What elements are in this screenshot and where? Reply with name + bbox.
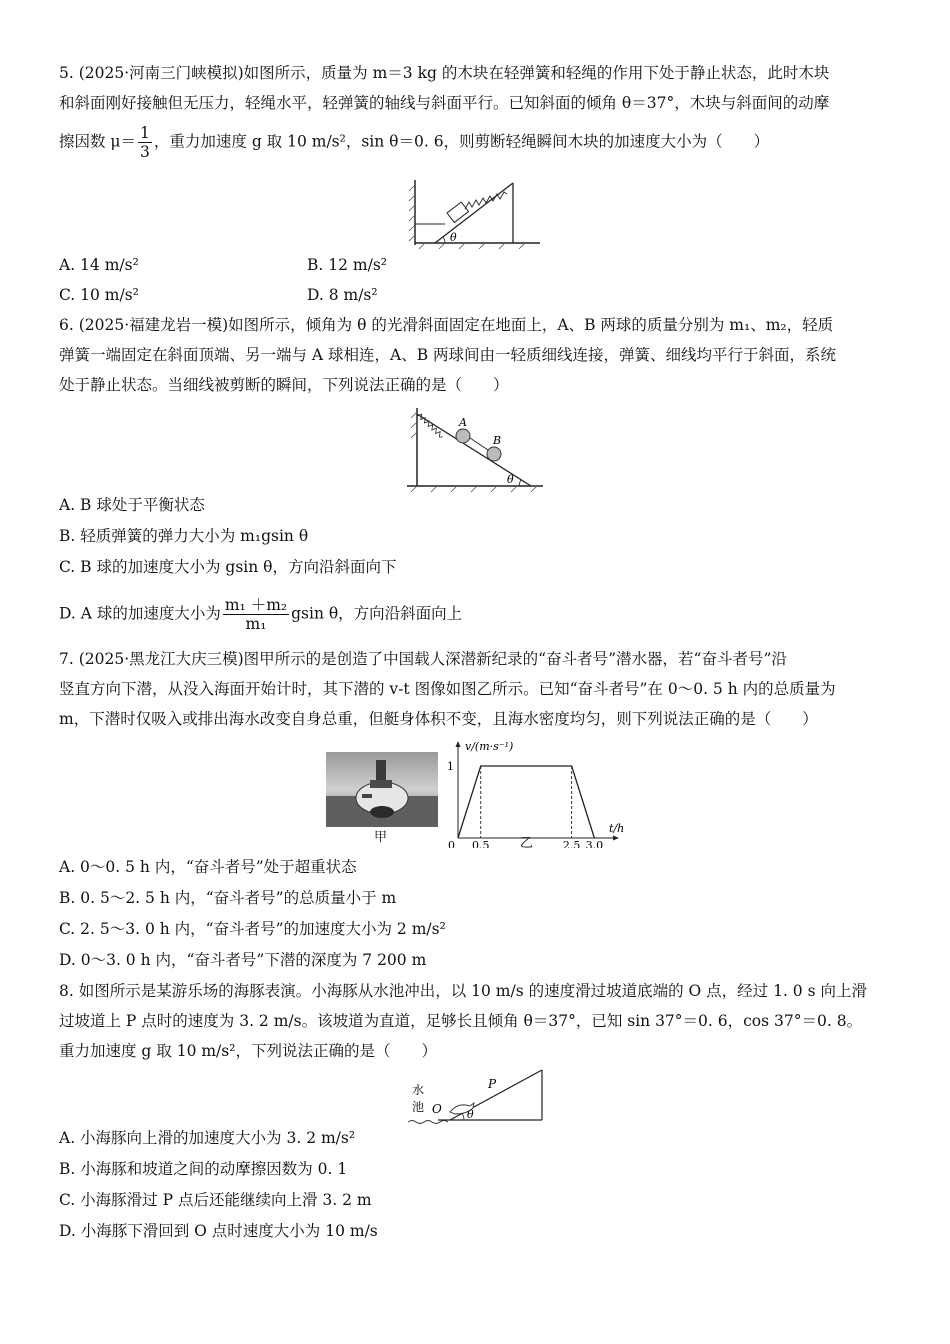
q5-option-b: B. 12 m/s² <box>307 256 387 274</box>
q5-spring <box>465 192 507 209</box>
chart-series-line <box>458 766 594 838</box>
q5-option-d: D. 8 m/s² <box>307 286 378 304</box>
q5-stem-line3-pre: 擦因数 μ＝ <box>59 132 137 151</box>
q5-stem-line1: 5. (2025·河南三门峡模拟)如图所示，质量为 m＝3 kg 的木块在轻弹簧和轻绳的作用下处于静止状态，此时木块 <box>59 64 830 82</box>
chart-x-label: t/h <box>609 822 625 835</box>
q7-option-d: D. 0～3. 0 h 内，“奋斗者号”下潜的深度为 7 200 m <box>59 951 427 969</box>
chart-x-tick-label: 2.5 <box>562 839 581 848</box>
q5-option-a: A. 14 m/s² <box>59 256 139 274</box>
fraction-denominator: 3 <box>140 143 150 161</box>
q7-chart-caption: 乙 <box>520 836 534 851</box>
q5-theta-label: θ <box>450 231 457 244</box>
q6-option-d-fraction <box>223 596 289 633</box>
q5-figure-incline-spring <box>405 175 545 250</box>
q8-option-b: B. 小海豚和坡道之间的动摩擦因数为 0. 1 <box>59 1160 348 1178</box>
q6-figure-incline-balls <box>403 404 548 492</box>
q6-stem-line1: 6. (2025·福建龙岩一模)如图所示，倾角为 θ 的光滑斜面固定在地面上，A、B 两球的质量分别为 m₁、m₂，轻质 <box>59 316 834 334</box>
q7-photo-caption: 甲 <box>374 830 388 845</box>
q7-option-c: C. 2. 5～3. 0 h 内，“奋斗者号”的加速度大小为 2 m/s² <box>59 920 446 938</box>
fraction-numerator: 1 <box>140 124 150 142</box>
q7-vt-chart <box>446 738 631 848</box>
q5-option-c: C. 10 m/s² <box>59 286 139 304</box>
q6-option-d-pre: D. A 球的加速度大小为 <box>59 604 221 623</box>
q6-theta-label: θ <box>507 473 514 486</box>
q6-label-a: A <box>459 416 467 429</box>
q8-pool-label-1: 水 <box>412 1083 425 1097</box>
q8-label-o: O <box>432 1102 442 1116</box>
q5-mu-fraction <box>138 124 152 161</box>
q6-option-d <box>59 596 462 633</box>
q7-option-a: A. 0～0. 5 h 内，“奋斗者号”处于超重状态 <box>59 858 357 876</box>
q5-stem-line2: 和斜面刚好接触但无压力，轻绳水平，轻弹簧的轴线与斜面平行。已知斜面的倾角 θ＝37°，木块与斜面间的动摩 <box>59 94 830 112</box>
q5-stem-line3 <box>59 124 769 161</box>
q6-option-d-post: gsin θ，方向沿斜面向上 <box>291 604 463 623</box>
q6-option-a: A. B 球处于平衡状态 <box>59 496 205 514</box>
chart-x-tick-label: 3.0 <box>585 839 604 848</box>
fraction-denominator: m₁ <box>245 615 267 633</box>
q7-stem-line1: 7. (2025·黑龙江大庆三模)图甲所示的是创造了中国载人深潜新纪录的“奋斗者号”潜水器，若“奋斗者号”沿 <box>59 650 787 668</box>
q6-stem-line2: 弹簧一端固定在斜面顶端、另一端与 A 球相连，A、B 两球间由一轻质细线连接，弹簧、细线均平行于斜面，系统 <box>59 346 837 364</box>
q8-water-waves <box>408 1121 448 1124</box>
q8-label-p: P <box>488 1077 497 1091</box>
q6-stem-line3: 处于静止状态。当细线被剪断的瞬间，下列说法正确的是（ ） <box>59 376 509 394</box>
q8-stem-line2: 过坡道上 P 点时的速度为 3. 2 m/s。该坡道为直道，足够长且倾角 θ＝37°，已知 sin 37°＝0. 6，cos 37°＝0. 8。 <box>59 1012 863 1030</box>
q6-ball-b <box>487 447 501 461</box>
q6-option-c: C. B 球的加速度大小为 gsin θ，方向沿斜面向下 <box>59 558 397 576</box>
q8-figure-dolphin-slope <box>408 1066 548 1126</box>
q7-stem-line3: m，下潜时仅吸入或排出海水改变自身总重，但艇身体积不变，且海水密度均匀，则下列说法正确的是（ ） <box>59 710 818 728</box>
chart-x-tick-label: 0.5 <box>471 839 490 848</box>
q8-pool-label-2: 池 <box>412 1100 425 1114</box>
q8-stem-line3: 重力加速度 g 取 10 m/s²，下列说法正确的是（ ） <box>59 1042 437 1060</box>
q8-option-c: C. 小海豚滑过 P 点后还能继续向上滑 3. 2 m <box>59 1191 372 1209</box>
q5-stem-line3-post: ，重力加速度 g 取 10 m/s²，sin θ＝0. 6，则剪断轻绳瞬间木块的加速度大小为（ ） <box>153 132 770 151</box>
chart-x-tick-label: 0 <box>448 839 455 848</box>
q7-option-b: B. 0. 5～2. 5 h 内，“奋斗者号”的总质量小于 m <box>59 889 397 907</box>
chart-y-label: v/(m·s⁻¹) <box>465 740 514 753</box>
q8-stem-line1: 8. 如图所示是某游乐场的海豚表演。小海豚从水池冲出，以 10 m/s 的速度滑过坡道底端的 O 点，经过 1. 0 s 向上滑 <box>59 982 867 1000</box>
q8-option-d: D. 小海豚下滑回到 O 点时速度大小为 10 m/s <box>59 1222 378 1240</box>
q7-photo-submersible <box>326 752 438 827</box>
fraction-numerator: m₁ ＋m₂ <box>224 596 288 614</box>
q6-spring <box>414 413 447 439</box>
q6-option-b: B. 轻质弹簧的弹力大小为 m₁gsin θ <box>59 527 309 545</box>
q8-option-a: A. 小海豚向上滑的加速度大小为 3. 2 m/s² <box>59 1129 356 1147</box>
q6-label-b: B <box>493 434 502 447</box>
q6-ball-a <box>456 429 470 443</box>
q8-theta-label: θ <box>467 1108 474 1121</box>
chart-y-tick-label: 1 <box>447 760 454 773</box>
q7-stem-line2: 竖直方向下潜，从没入海面开始计时，其下潜的 v-t 图像如图乙所示。已知“奋斗者号”在 0～0. 5 h 内的总质量为 <box>59 680 836 698</box>
chart-x-axis-arrow <box>613 836 619 841</box>
chart-y-axis-arrow <box>456 741 461 747</box>
